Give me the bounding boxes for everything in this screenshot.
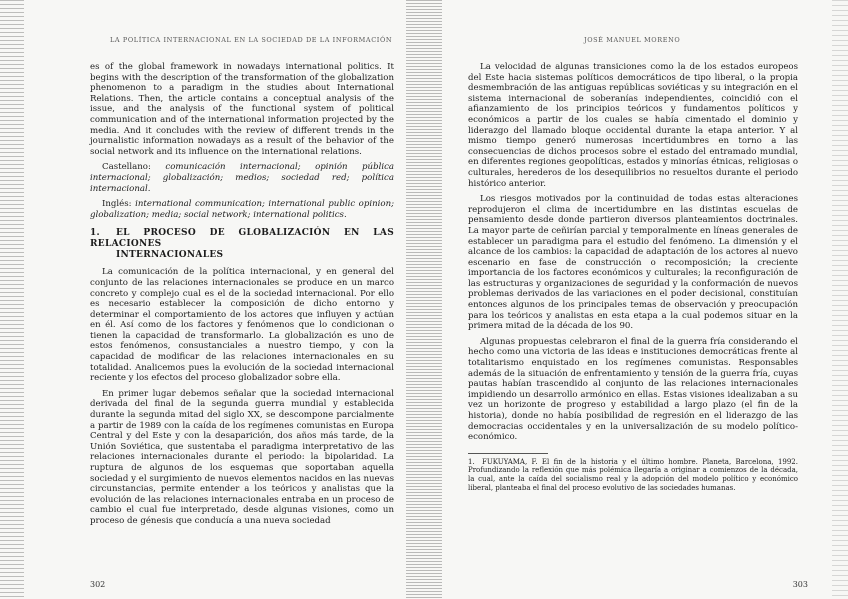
body-paragraph: En primer lugar debemos señalar que la sociedad internacional derivada del final de la segunda guerra mundial y establecida durante la segunda mitad del siglo XX, se descompone parcialmente a partir de 1989 con la caída de los regímenes comunistas en Europa Central y del Este y con la desaparición, dos años más tarde, de la Unión Soviética, que sustentaba el paradigma interpretativo de las relaciones internacionales durante el periodo: la bipolaridad. La ruptura de algunos de los esquemas que soportaban aquella sociedad y el surgimiento de nuevos elementos nacidos en las nuevas circunstancias, permite entender a los teóricos y analistas que la evolución de las relaciones internacionales entraba en un proceso de cambio el cual fue interpretado, desde algunas visiones, como un proceso de génesis que conducía a una nueva sociedad [90, 388, 394, 526]
footnote [468, 458, 798, 492]
section-heading [90, 228, 394, 261]
running-head: JOSÉ MANUEL MORENO [584, 36, 681, 44]
right-column [468, 62, 798, 492]
keywords-english-label: Inglés: [102, 199, 132, 210]
keywords-spanish [90, 162, 394, 194]
body-paragraph: Los riesgos motivados por la continuidad de todas estas alteraciones reprodujeron el clima de incertidumbre en las distintas escuelas de pensamiento desde donde partieron diversos planteamientos doctrinales. La mayor parte de ceñirían parcial y temporalmente en líneas generales de establecer un paradigma para el estudio del fenómeno. La dimensión y el alcance de los cambios: la capacidad de adaptación de los actores al nuevo escenario en fase de construcción o recomposición; la creciente importancia de los factores económicos y culturales; la reconfiguración de las estructuras y organizaciones de seguridad y la conformación de nuevos problemas derivados de las variaciones en el poder decisional, constituían entonces algunos de los principales temas de observación y preocupación para los teóricos y analistas en esta etapa a la cual podemos situar en la primera mitad de la década de los 90. [468, 194, 798, 332]
page-number: 303 [792, 580, 808, 589]
footnote-number: 1. [468, 457, 475, 466]
body-paragraph: La comunicación de la política internacional, y en general del conjunto de las relaciones internacionales se produce en un marco concreto y complejo cual es el de la sociedad internacional. Por ello es necesario establecer la composición de dicho entorno y determinar el comportamiento de los actores que influyen y actúan en él. Así como de los factores y fenómenos que lo condicionan o tienen la capacidad de transformarlo. La globalización es uno de estos fenómenos, consustanciales a nuestro tiempo, y con la capacidad de modificar de las relaciones internacionales en su totalidad. Analicemos pues la evolución de la sociedad internacional reciente y los efectos del proceso globalizador sobre ella. [90, 267, 394, 384]
abstract-english: es of the global framework in nowadays international politics. It begins with the description of the transformation of the globalization phenomenon to a paradigm in the studies about International Relations. Then, the article contains a conceptual analysis of the issue, and the analysis of the functional system of political communication and of the international information projected by the media. And it concludes with the review of different trends in the journalistic information nowadays as a result of the behavior of the social network and its influence on the international relations. [90, 62, 394, 157]
page-number: 302 [90, 580, 106, 589]
right-page [424, 0, 848, 599]
keywords-spanish-label: Castellano: [102, 162, 151, 173]
keywords-english [90, 199, 394, 220]
gutter-shadow [424, 0, 442, 599]
body-paragraph: Algunas propuestas celebraron el final de la guerra fría considerando el hecho como una victoria de las ideas e instituciones democráticas frente al totalitarismo enquistado en los regímenes comunistas. Responsables además de la situación de enfrentamiento y tensión de la guerra fría, cuyas pautas habían trascendido al conjunto de las relaciones internacionales impidiendo un desarrollo armónico en ellas. Estas visiones idealizaban a su vez un horizonte de progreso y estabilidad a largo plazo (el fin de la historia), donde no había posibilidad de regresión en el liderazgo de las democracias occidentales y en la universalización de su modelo político-económico. [468, 336, 798, 443]
footnote-rule [468, 453, 548, 454]
scan-edge-noise [832, 0, 848, 599]
section-title-line2: INTERNACIONALES [116, 250, 224, 261]
body-paragraph: La velocidad de algunas transiciones como la de los estados europeos del Este hacia sistemas políticos democráticos de tipo liberal, o la propia desmembración de las antiguas repúblicas soviéticas y su integración en el sistema internacional de soberanías independientes, coincidió con el afianzamiento de los principios teóricos y fundamentos políticos y económicos a partir de los cuales se había cimentado el dominio y liderazgo del llamado bloque occidental durante la etapa anterior. Y al mismo tiempo generó numerosas incertidumbres en torno a las consecuencias de dichos procesos sobre el estado del entramado mundial, en diferentes regiones geopolíticas, estados y minorías étnicas, religiosas o culturales, herederos de los desequilibrios no resueltos durante el periodo histórico anterior. [468, 62, 798, 189]
footnote-text: FUKUYAMA, F. El fin de la historia y el último hombre. Planeta, Barcelona, 1992. Profundizando la reflexión que más polémica llegaría a originar a comienzos de la década, la cual, ante la caída del socialismo real y la adopción del modelo político y económico liberal, planteaba el final del proceso evolutivo de las sociedades humanas. [468, 457, 798, 492]
left-column [90, 62, 394, 532]
section-number: 1. [90, 228, 100, 239]
gutter-shadow [406, 0, 424, 599]
section-title-line1: EL PROCESO DE GLOBALIZACIÓN EN LAS RELACIONES [90, 228, 394, 250]
keywords-spanish-text: comunicación internacional; opinión pública internacional; globalización; medios; sociedad red; política internacional. [90, 162, 395, 194]
running-head: LA POLÍTICA INTERNACIONAL EN LA SOCIEDAD DE LA INFORMACIÓN [110, 36, 393, 44]
keywords-english-text: international communication; international public opinion; globalization; media; social network; international politics. [90, 199, 394, 220]
scan-edge-noise [0, 0, 24, 599]
